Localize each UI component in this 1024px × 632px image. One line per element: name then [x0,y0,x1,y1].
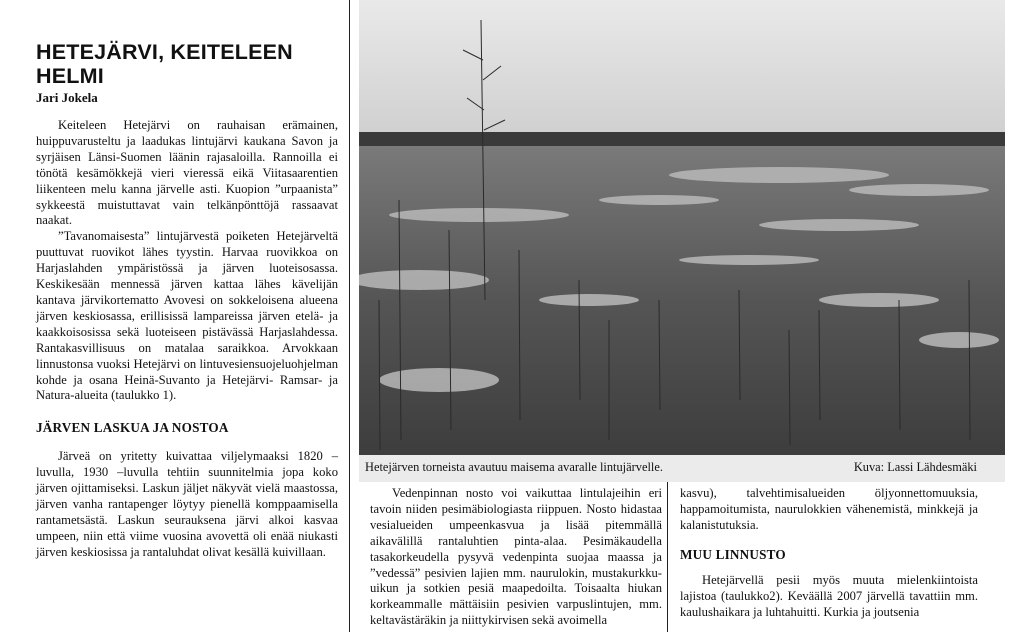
section-heading-other-birds: MUU LINNUSTO [680,546,786,562]
photo-caption-bar [359,455,1005,482]
author-byline: Jari Jokela [36,90,98,105]
lake-landscape-photo [359,0,1005,455]
column-divider [349,0,350,632]
middle-paragraph: Vedenpinnan nosto voi vaikuttaa lintulajeihin eri tavoin niiden pesimäbiologiasta riippuen. Nosto hidastaa vesialueiden umpeenkasvua ja lisää pitemmällä aikavälillä rantaluhtien pinta-alaa. Pesimäkaudella tasakorkeudella pysyvä vedenpinta suojaa maassa ja ”vedessä” pesivien lajien mm. naurulokin, mustakurkku-uikun ja sotkien pesiä maapedoilta. Toisaalta hiukan korkeammalle mättäisiin pesivien varpuslintujen, mm. keltavästäräkin ja niittykirvisen sekä avoimella [370,486,662,628]
column-divider-lower [667,482,668,632]
section-heading-lake-level: JÄRVEN LASKUA JA NOSTOA [36,420,229,436]
body-paragraph: ”Tavanomaisesta” lintujärvestä poiketen Hetejärveltä puuttuvat ruovikot lähes tyystin. Harvaa ruovikkoa on Harjaslahden ympäristössä ja järven luoteisosassa. Keskikesään mennessä järven kattaa lähes kävelijän kantava järvikortematto Avovesi on sokkeloisena alueena järven keskiosassa, erillisissä lampareissa järven etelä- ja kaakkoisosissa sekä luoteiseen pistävässä Harjaslahdessa. Rantakasvillisuus on matalaa saraikkoa. Arvokkaan linnustonsa vuoksi Hetejärvi on lintuvesiensuojeluohjelman kohde ja osana Heinä-Suvanto ja Hetejärvi- Ramsar- ja Natura-alueita (taulukko 1). [36,229,338,403]
intro-paragraph: Keiteleen Hetejärvi on rauhaisan erämainen, huippuvarusteltu ja laadukas lintujärvi kaukana Savon ja syrjäisen Länsi-Suomen läänin rajasaloilla. Rannoilla ei tönötä kesämökkejä vieri vieressä eikä Viitasaarentien liikenteen melu kanna järvelle asti. Kuopion ”urpaanista” sykkeestä muistuttavat vain telkänpönttöjä rassaavat naakat. [36,118,338,228]
section-paragraph-lake-level: Järveä on yritetty kuivattaa viljelymaaksi 1820 –luvulla, 1930 –luvulla tehtiin suunnitelmia jopa koko järven ojittamiseksi. Laskun jäljet näkyvät vielä maastossa, järven vanha rantapenger löytyy pienellä komppaamisella rantametsästä. Laskun seurauksena järvi alkoi kasvaa umpeen, niin että viime vuosina avovettä oli enää niukasti järven keskiosissa ja rantaluhdat olivat kesällä kuivillaan. [36,449,338,559]
right-column [680,486,978,620]
left-column [36,40,338,561]
article-title: HETEJÄRVI, KEITELEEN HELMI [36,40,293,88]
photo-credit: Kuva: Lassi Lähdesmäki [853,460,977,474]
right-paragraph: kasvu), talvehtimisalueiden öljyonnettomuuksia, happamoitumista, naurulokkien vähenemistä, minkkejä ja kalanistutuksia. [680,486,978,532]
middle-column [370,486,662,629]
section-paragraph-other-birds: Hetejärvellä pesii myös muuta mielenkiintoista lajistoa (taulukko2). Keväällä 2007 järvellä tavattiin mm. kaulushaikara ja luhtahuitti. Kurkia ja joutsenia [680,572,978,619]
photo-caption: Hetejärven torneista avautuu maisema avaralle lintujärvelle. [365,460,663,474]
